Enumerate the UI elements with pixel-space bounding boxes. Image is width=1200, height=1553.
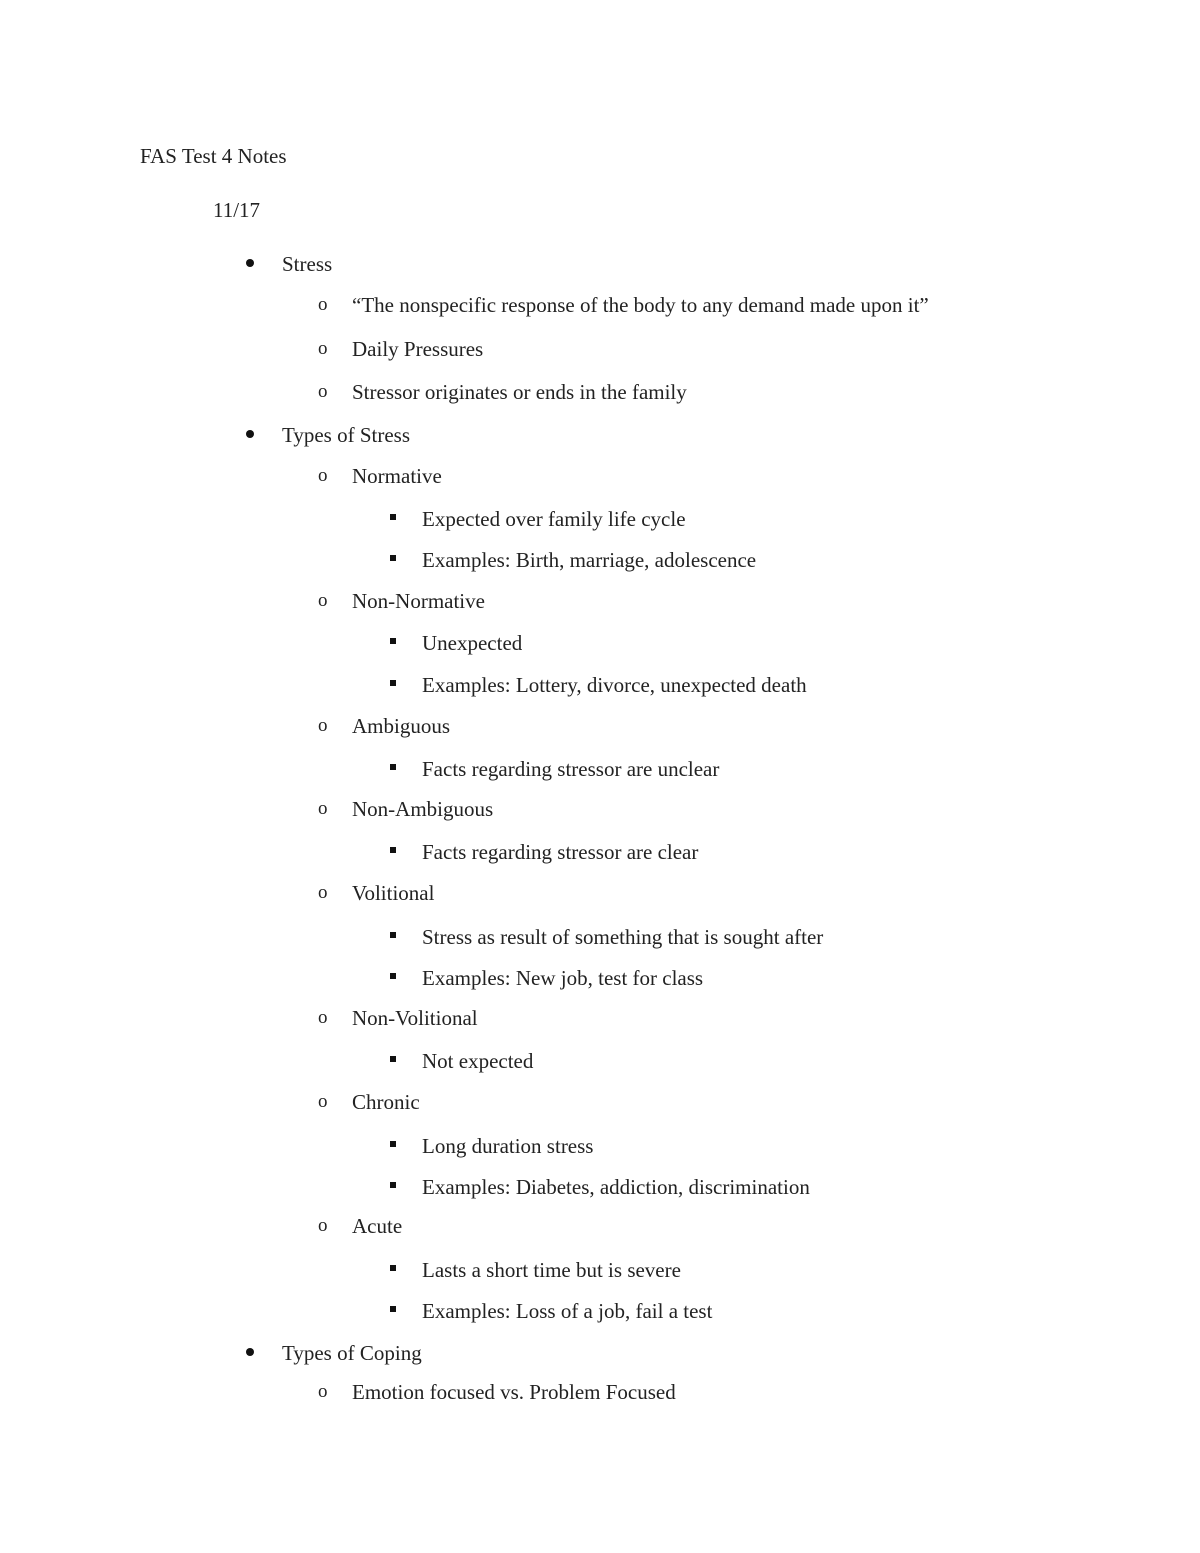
outline-item-level3: Examples: Birth, marriage, adolescence — [422, 548, 757, 572]
bullet-circle-icon: o — [318, 715, 328, 736]
bullet-circle-icon: o — [318, 1215, 328, 1236]
bullet-square-icon — [390, 764, 396, 770]
bullet-disc-icon — [246, 1348, 254, 1356]
outline-item-level3: Unexpected — [422, 631, 523, 655]
bullet-square-icon — [390, 973, 396, 979]
bullet-circle-icon: o — [318, 381, 328, 402]
bullet-disc-icon — [246, 259, 254, 267]
outline-item-level1: Types of Coping — [282, 1341, 422, 1365]
bullet-circle-icon: o — [318, 1007, 328, 1028]
outline-item-level2: Non-Volitional — [352, 1006, 478, 1030]
bullet-circle-icon: o — [318, 590, 328, 611]
outline-item-level2: Non-Ambiguous — [352, 797, 494, 821]
outline-item-level1: Types of Stress — [282, 423, 411, 447]
bullet-circle-icon: o — [318, 798, 328, 819]
outline-item-level3: Facts regarding stressor are unclear — [422, 757, 720, 781]
bullet-circle-icon: o — [318, 338, 328, 359]
outline-item-level3: Not expected — [422, 1049, 534, 1073]
outline-item-level2: Normative — [352, 464, 442, 488]
outline-item-level2: Acute — [352, 1214, 403, 1238]
outline-item-level2: Non-Normative — [352, 589, 485, 613]
outline-item-level1: Stress — [282, 252, 333, 276]
bullet-circle-icon: o — [318, 1091, 328, 1112]
bullet-circle-icon: o — [318, 1381, 328, 1402]
outline-item-level2: “The nonspecific response of the body to any demand made upon it” — [352, 293, 929, 317]
bullet-disc-icon — [246, 430, 254, 438]
bullet-square-icon — [390, 638, 396, 644]
outline-item-level2: Emotion focused vs. Problem Focused — [352, 1380, 676, 1404]
outline-item-level3: Facts regarding stressor are clear — [422, 840, 699, 864]
bullet-square-icon — [390, 1182, 396, 1188]
outline-item-level3: Examples: Loss of a job, fail a test — [422, 1299, 713, 1323]
bullet-square-icon — [390, 1265, 396, 1271]
outline-item-level2: Ambiguous — [352, 714, 451, 738]
bullet-square-icon — [390, 1306, 396, 1312]
outline-item-level3: Long duration stress — [422, 1134, 594, 1158]
outline-item-level3: Examples: New job, test for class — [422, 966, 704, 990]
bullet-circle-icon: o — [318, 465, 328, 486]
outline-item-level2: Chronic — [352, 1090, 420, 1114]
bullet-square-icon — [390, 514, 396, 520]
document-title: FAS Test 4 Notes — [140, 144, 287, 168]
bullet-square-icon — [390, 1141, 396, 1147]
outline-item-level2: Daily Pressures — [352, 337, 484, 361]
bullet-square-icon — [390, 932, 396, 938]
bullet-square-icon — [390, 847, 396, 853]
outline-item-level3: Expected over family life cycle — [422, 507, 686, 531]
outline-item-level2: Volitional — [352, 881, 435, 905]
outline-item-level2: Stressor originates or ends in the family — [352, 380, 687, 404]
outline-item-level3: Lasts a short time but is severe — [422, 1258, 681, 1282]
bullet-square-icon — [390, 1056, 396, 1062]
outline-item-level3: Stress as result of something that is sought after — [422, 925, 824, 949]
bullet-circle-icon: o — [318, 294, 328, 315]
bullet-circle-icon: o — [318, 882, 328, 903]
date-heading: 11/17 — [213, 198, 261, 222]
bullet-square-icon — [390, 555, 396, 561]
bullet-square-icon — [390, 680, 396, 686]
outline-item-level3: Examples: Diabetes, addiction, discrimination — [422, 1175, 810, 1199]
outline-item-level3: Examples: Lottery, divorce, unexpected death — [422, 673, 807, 697]
